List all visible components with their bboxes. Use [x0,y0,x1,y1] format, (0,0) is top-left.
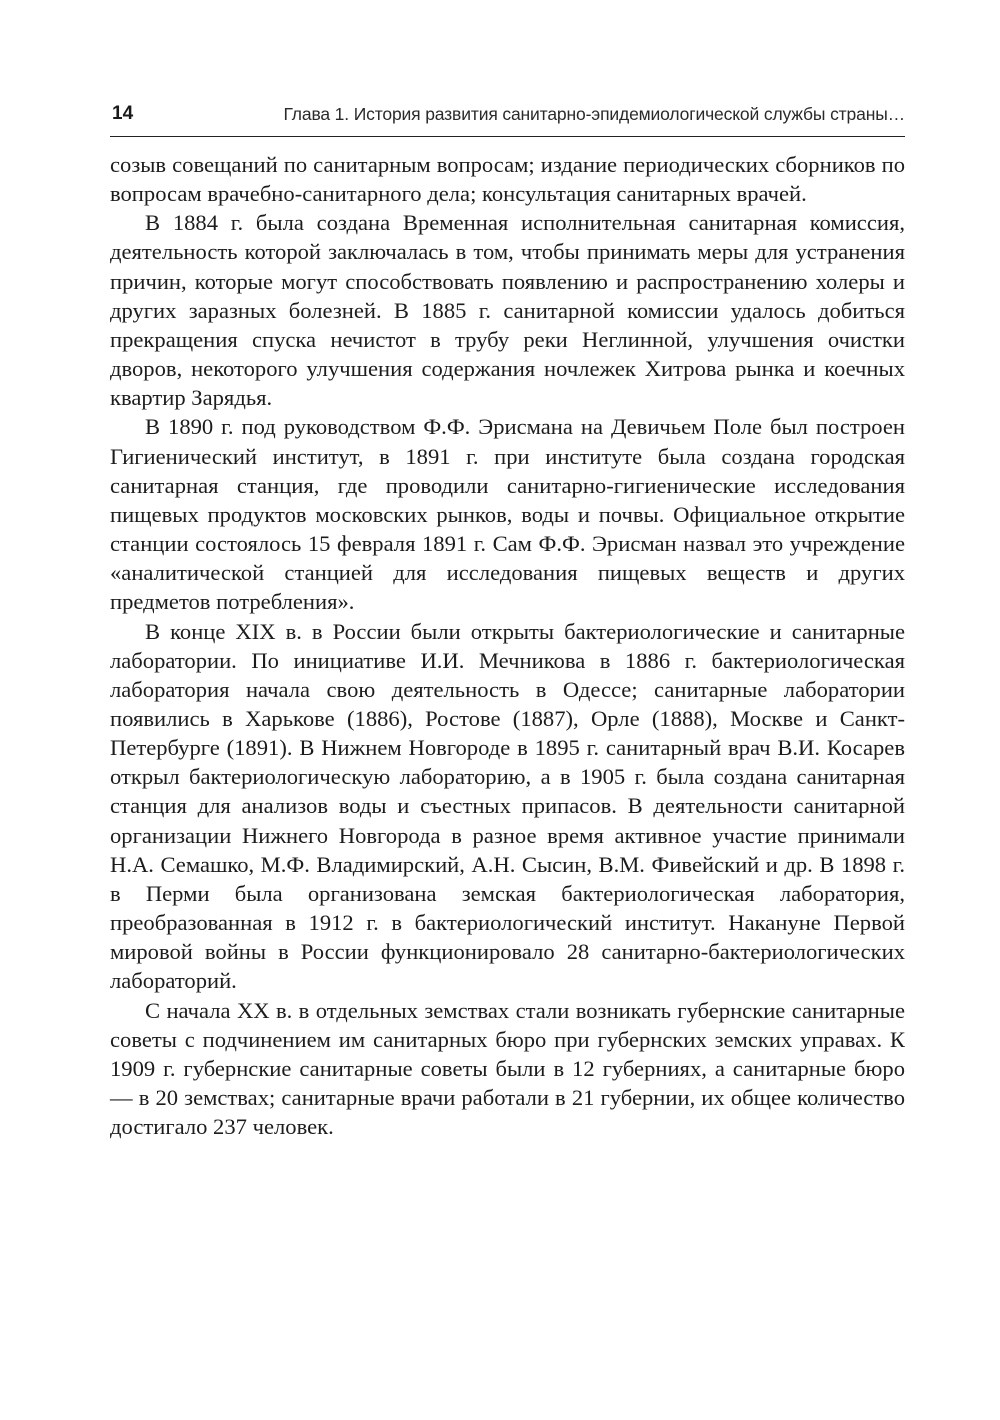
page-number: 14 [112,103,134,124]
paragraph-1890-institute: В 1890 г. под руководством Ф.Ф. Эрисмана на Девичьем Поле был построен Гигиенический институт, в 1891 г. при институте была создана городская санитарная станция, где проводили санитарно-гигиенические исследования пищевых продуктов московских рынков, воды и почвы. Официальное открытие станции состоялось 15 февраля 1891 г. Сам Ф.Ф. Эрисман назвал это учреждение «аналитической станцией для исследования пищевых веществ и других предметов потребления». [110,414,905,615]
paragraph-continuation: созыв совещаний по санитарным вопросам; издание периодических сборников по вопросам врачебно-санитарного дела; консультация санитарных врачей. [110,152,905,207]
running-title: Глава 1. История развития санитарно-эпидемиологической службы страны… [283,104,905,124]
page-header [110,100,905,137]
paragraph-bacteriological-labs: В конце XIX в. в России были открыты бактериологические и санитарные лаборатории. По инициативе И.И. Мечникова в 1886 г. бактериологическая лаборатория начала свою деятельность в Одессе; санитарные лаборатории появились в Харькове (1886), Ростове (1887), Орле (1888), Москве и Санкт-Петербурге (1891). В Нижнем Новгороде в 1895 г. санитарный врач В.И. Косарев открыл бактериологическую лабораторию, а в 1905 г. была создана санитарная станция для анализов воды и съестных припасов. В деятельности санитарной организации Нижнего Новгорода в разное время активное участие принимали Н.А. Семашко, М.Ф. Владимирский, А.Н. Сысин, В.М. Фивейский и др. В 1898 г. в Перми была организована земская бактериологическая лаборатория, преобразованная в 1912 г. в бактериологический институт. Накануне Первой мировой войны в России функционировало 28 санитарно-бактериологических лабораторий. [110,618,905,994]
body-text [110,150,905,1141]
paragraph-1884-commission: В 1884 г. была создана Временная исполнительная санитарная комиссия, деятельность которой заключалась в том, чтобы принимать меры для устранения причин, которые могут способствовать появлению и распространению холеры и других заразных болезней. В 1885 г. санитарной комиссии удалось добиться прекращения спуска нечистот в трубу реки Неглинной, улучшения очистки дворов, некоторого улучшения содержания ночлежек Хитрова рынка и коечных квартир Зарядья. [110,210,905,411]
paragraph-sanitary-councils: С начала XX в. в отдельных земствах стали возникать губернские санитарные советы с подчинением им санитарных бюро при губернских земских управах. К 1909 г. губернские санитарные советы были в 12 губерниях, а санитарные бюро — в 20 земствах; санитарные врачи работали в 21 губернии, их общее количество достигало 237 человек. [110,997,905,1140]
